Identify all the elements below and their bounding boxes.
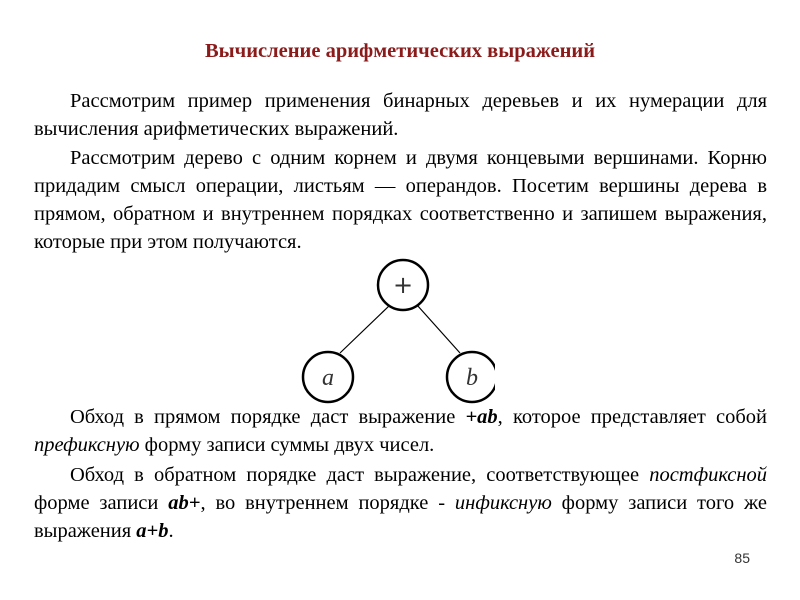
- paragraph-tree-description: Рассмотрим дерево с одним корнем и двумя концевыми вершинами. Корню придадим смысл операции, листьям — операндов. Посетим вершины дерева в прямом, обратном и внутреннем порядках соответственно и запишем выражения, которые при этом получаются.: [34, 147, 767, 253]
- prefix-text-1: Обход в прямом порядке даст выражение: [70, 406, 466, 428]
- paragraph-intro: Рассмотрим пример применения бинарных деревьев и их нумерации для вычисления арифметических выражений.: [34, 90, 767, 140]
- page-number: 85: [734, 550, 750, 566]
- edge-root-right: [417, 305, 460, 353]
- node-right-label: b: [466, 365, 478, 391]
- prefix-text-3: форму записи суммы двух чисел.: [139, 434, 435, 456]
- postfix-text-4: форму записи того же выражения: [34, 492, 768, 542]
- infix-expression: a+b: [136, 520, 169, 542]
- edge-root-left: [340, 305, 390, 353]
- node-root: [378, 260, 428, 310]
- postfix-text-2: форме записи: [34, 492, 169, 514]
- postfix-text-5: .: [168, 520, 174, 542]
- node-root-label: +: [392, 271, 414, 299]
- prefix-text-2: , которое представляет собой: [497, 406, 767, 428]
- paragraph-prefix: [34, 403, 767, 459]
- postfix-text-1: Обход в обратном порядке даст выражение, соответствующее: [70, 464, 650, 486]
- node-right: [447, 352, 495, 402]
- paragraph-postfix-infix: [34, 461, 767, 545]
- prefix-expression: +ab: [465, 406, 498, 428]
- node-left: [303, 352, 353, 402]
- postfix-term: постфиксной: [649, 464, 767, 486]
- node-left-label: a: [322, 365, 334, 391]
- postfix-text-3: , во внутреннем порядке -: [200, 492, 455, 514]
- postfix-expression: ab+: [168, 492, 201, 514]
- page-title: Вычисление арифметических выражений: [204, 40, 596, 62]
- binary-tree-diagram: [295, 255, 495, 405]
- infix-term: инфиксную: [454, 492, 552, 514]
- prefix-term: префиксную: [34, 434, 140, 456]
